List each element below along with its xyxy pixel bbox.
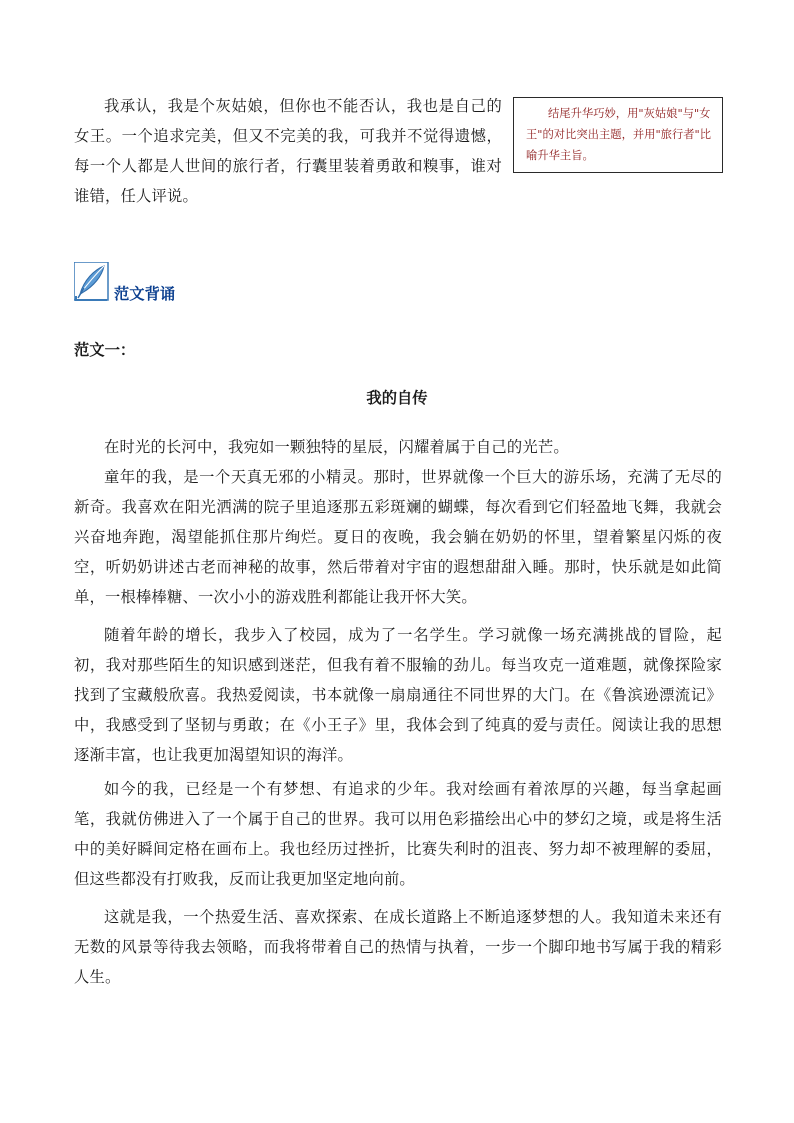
feather-quill-icon [74,262,110,302]
essay-paragraph: 童年的我，是一个天真无邪的小精灵。那时，世界就像一个巨大的游乐场，充满了无尽的新奇。我喜欢在阳光洒满的院子里追逐那五彩斑斓的蝴蝶，每次看到它们轻盈地飞舞，我就会兴奋地奔跑，渴望能抓住那片绚烂。夏日的夜晚，我会躺在奶奶的怀里，望着繁星闪烁的夜空，听奶奶讲述古老而神秘的故事，然后带着对宇宙的遐想甜甜入睡。那时，快乐就是如此简单，一根棒棒糖、一次小小的游戏胜利都能让我开怀大笑。 [74,468,722,606]
essay-label: 范文一： [74,341,136,359]
essay-paragraph: 在时光的长河中，我宛如一颗独特的星辰，闪耀着属于自己的光芒。 [104,438,569,456]
essay-title: 我的自传 [366,389,428,407]
intro-paragraph: 我承认，我是个灰姑娘，但你也不能否认，我也是自己的女王。一个追求完美，但又不完美的我，可我并不觉得遗憾，每一个人都是人世间的旅行者，行囊里装着勇敢和糗事，谁对谁错，任人评说。 [74,97,502,205]
section-title: 范文背诵 [114,285,176,303]
annotation-box: 结尾升华巧妙，用"灰姑娘"与"女王"的对比突出主题，并用"旅行者"比喻升华主旨。 [513,97,723,173]
essay-paragraph: 这就是我，一个热爱生活、喜欢探索、在成长道路上不断追逐梦想的人。我知道未来还有无数的风景等待我去领略，而我将带着自己的热情与执着，一步一个脚印地书写属于我的精彩人生。 [74,908,722,986]
essay-paragraph: 如今的我，已经是一个有梦想、有追求的少年。我对绘画有着浓厚的兴趣，每当拿起画笔，我就仿佛进入了一个属于自己的世界。我可以用色彩描绘出心中的梦幻之境，或是将生活中的美好瞬间定格在画布上。我也经历过挫折，比赛失利时的沮丧、努力却不被理解的委屈，但这些都没有打败我，反而让我更加坚定地向前。 [74,780,722,888]
section-header [74,262,274,302]
essay-paragraph: 随着年龄的增长，我步入了校园，成为了一名学生。学习就像一场充满挑战的冒险，起初，我对那些陌生的知识感到迷茫，但我有着不服输的劲儿。每当攻克一道难题，就像探险家找到了宝藏般欣喜。我热爱阅读，书本就像一扇扇通往不同世界的大门。在《鲁滨逊漂流记》中，我感受到了坚韧与勇敢；在《小王子》里，我体会到了纯真的爱与责任。阅读让我的思想逐渐丰富，也让我更加渴望知识的海洋。 [74,626,722,764]
